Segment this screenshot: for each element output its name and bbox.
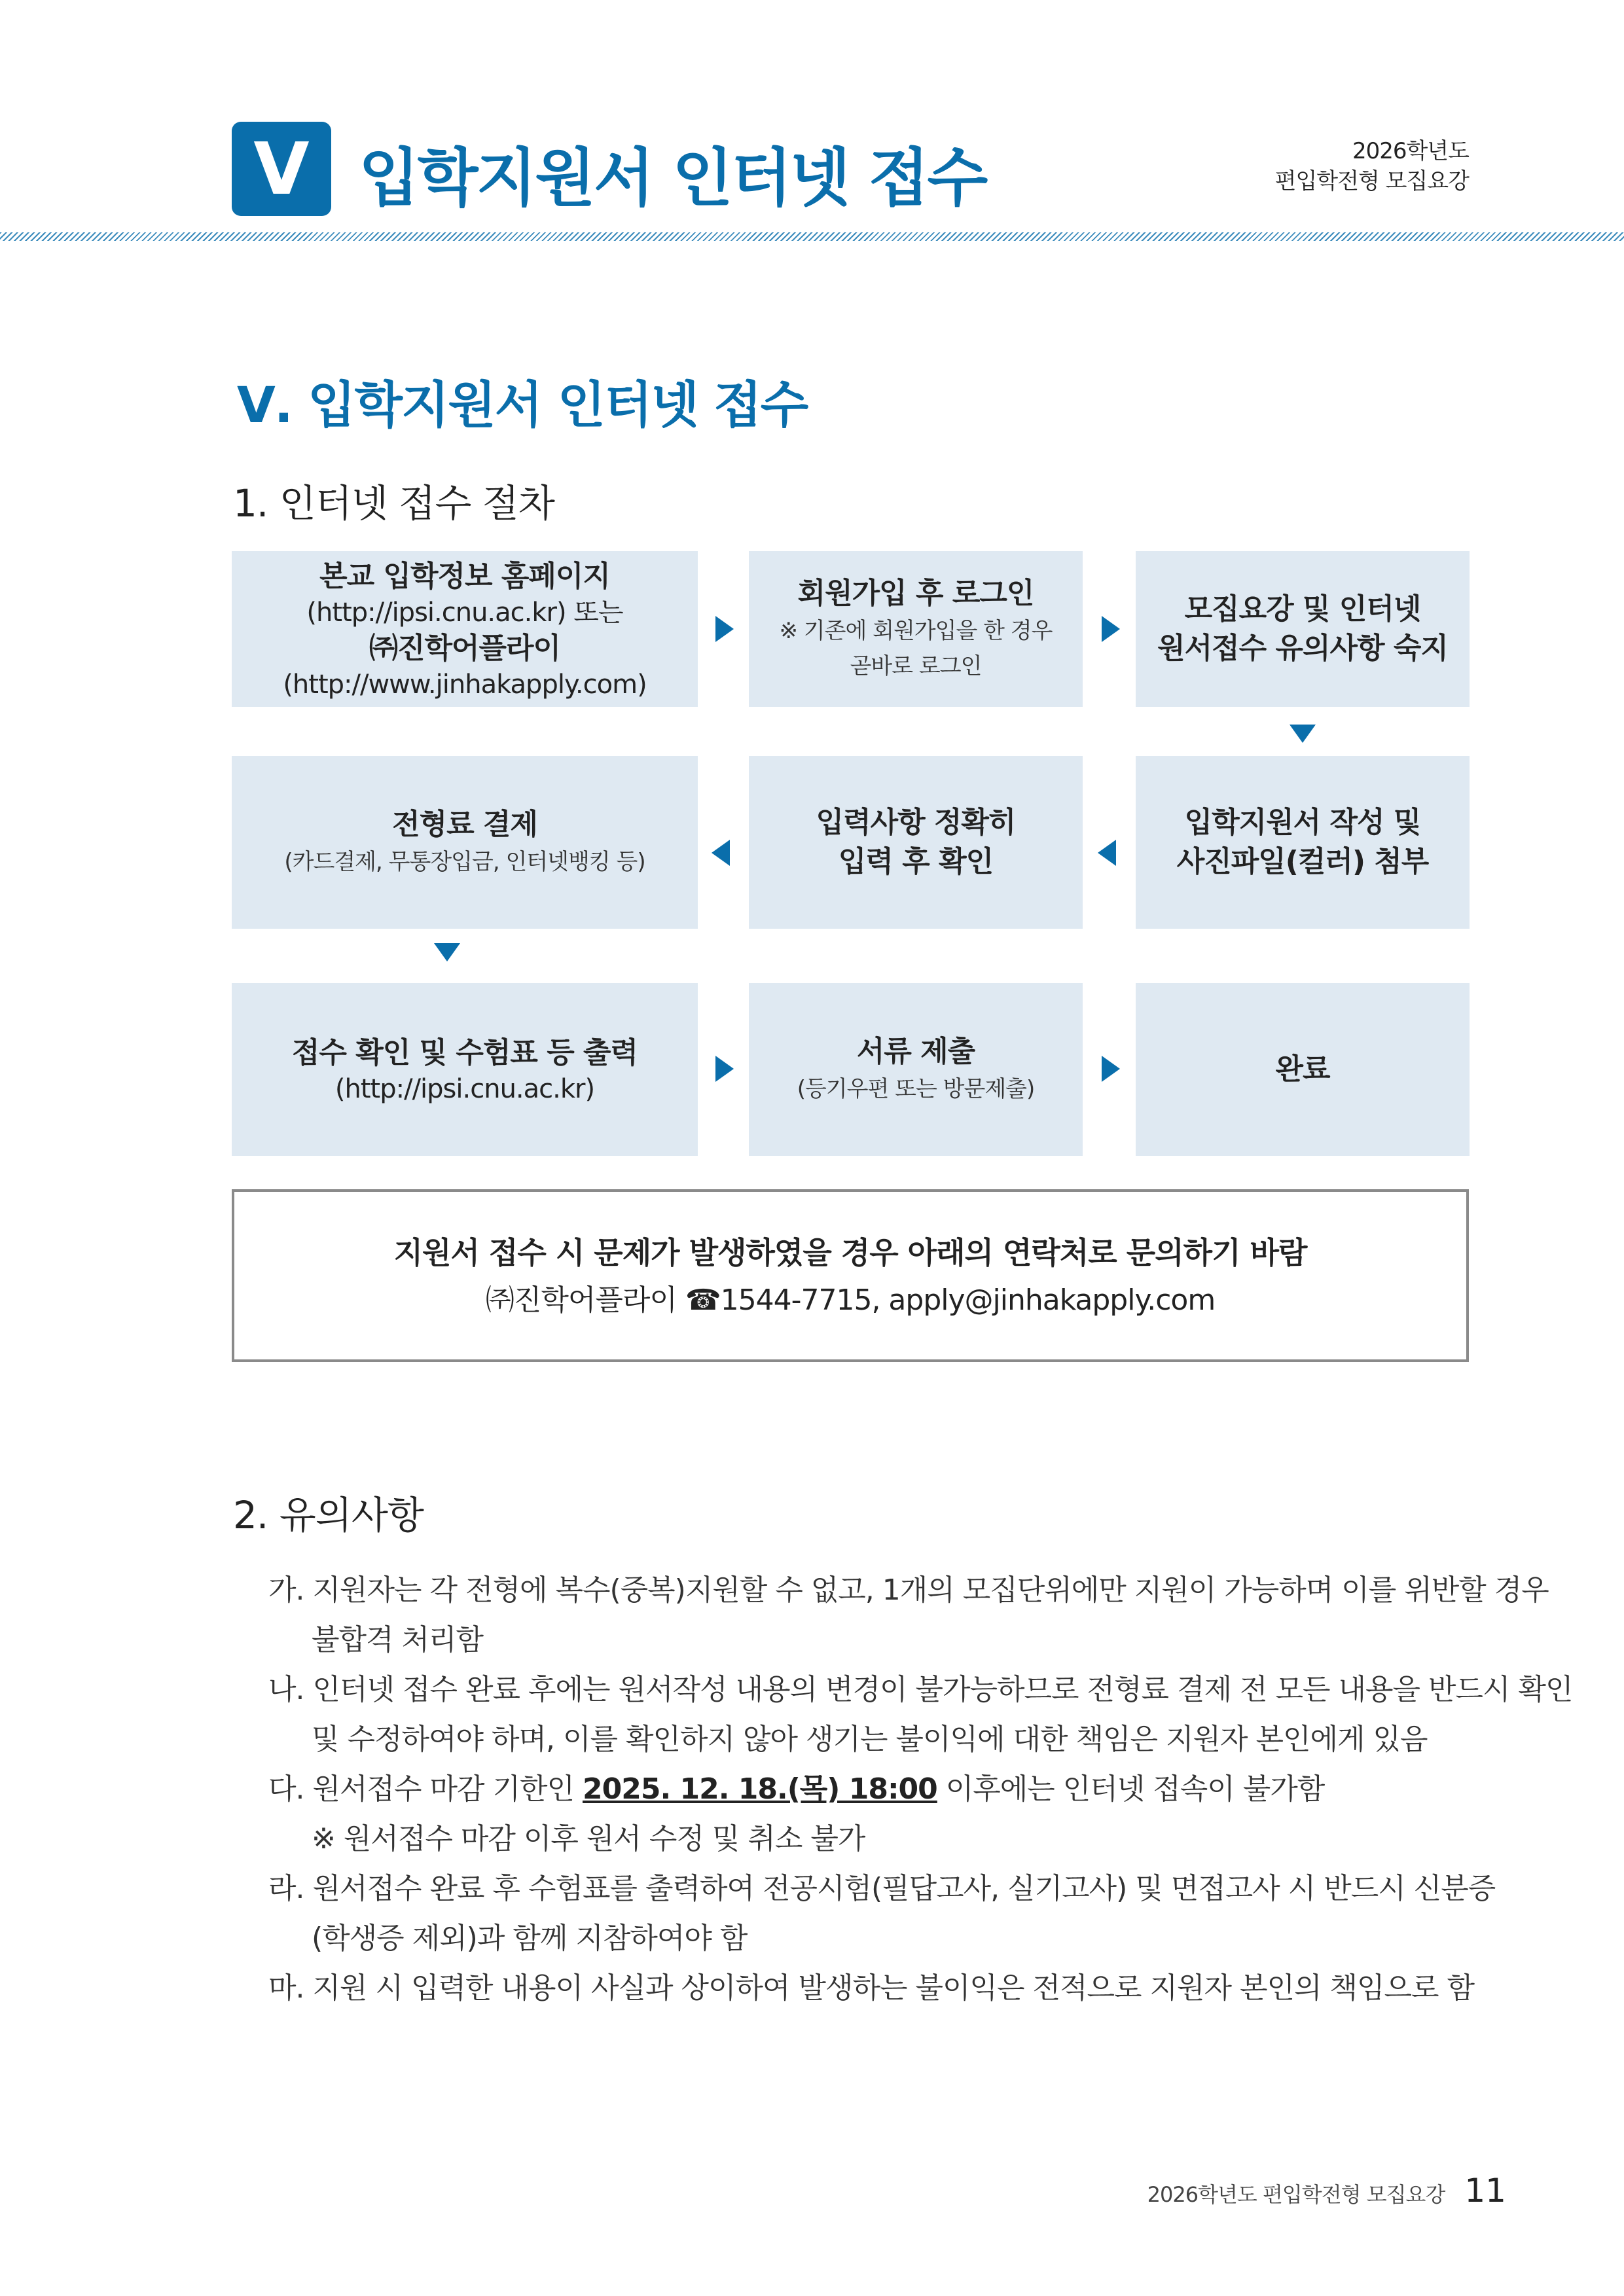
arrow-right-icon [1102,1056,1120,1082]
step-label: ㈜진학어플라이 [369,632,561,665]
contact-heading: 지원서 접수 시 문제가 발생하였을 경우 아래의 연락처로 문의하기 바람 [393,1235,1307,1270]
step-label: 본교 입학정보 홈페이지 [319,560,610,593]
header-divider [0,232,1624,241]
note-text: 불합격 처리함 [312,1623,484,1657]
note-text: 마. 지원 시 입력한 내용이 사실과 상이하여 발생하는 불이익은 전적으로 지원자 본인의 책임으로 함 [268,1971,1474,2005]
note-text: 가. 지원자는 각 전형에 복수(중복)지원할 수 없고, 1개의 모집단위에만 지원이 가능하며 이를 위반할 경우 [268,1573,1549,1607]
step-label: 입력사항 정확히 [816,806,1016,839]
step-label: 완료 [1275,1052,1330,1086]
note-item [268,1665,1573,1765]
step-note: 곧바로 로그인 [850,653,982,679]
arrow-down-icon [1290,725,1316,743]
flow-step-application-form [1136,756,1470,929]
note-text [268,1765,1470,1814]
chapter-badge: V [232,122,331,216]
flow-step-read-guide [1136,551,1470,707]
note-text: 및 수정하여야 하며, 이를 확인하지 않아 생기는 불이익에 대한 책임은 지원자 본인에게 있음 [312,1723,1428,1756]
notes-title: 2. 유의사항 [233,1493,424,1537]
note-text: 나. 인터넷 접수 완료 후에는 원서작성 내용의 변경이 불가능하므로 전형료 결제 전 모든 내용을 반드시 확인 [268,1673,1573,1706]
step-label: 서류 제출 [856,1035,975,1068]
contact-box [232,1189,1469,1362]
contact-details: ㈜진학어플라이 ☎1544-7715, apply@jinhakapply.com [485,1283,1216,1317]
page-number: 11 [1464,2172,1506,2210]
arrow-left-icon [1098,840,1116,866]
flow-step-login [749,551,1083,707]
header-meta [1275,136,1469,196]
flow-step-complete [1136,983,1470,1156]
step-label: 모집요강 및 인터넷 [1184,592,1421,626]
step-label: 전형료 결제 [392,808,537,841]
section-title: Ⅴ. 입학지원서 인터넷 접수 [237,376,808,434]
step-label: 접수 확인 및 수험표 등 출력 [291,1036,638,1069]
step-label: 회원가입 후 로그인 [797,577,1034,610]
note-item [268,1566,1549,1665]
step-label: 입력 후 확인 [838,845,994,878]
step-url: (http://ipsi.cnu.ac.kr) [334,1074,595,1104]
flow-step-payment [232,756,698,929]
flow-step-homepage [232,551,698,707]
note-item [268,1964,1474,2013]
step-url: (http://ipsi.cnu.ac.kr) 또는 [306,598,623,628]
note-text: 라. 원서접수 완료 후 수험표를 출력하여 전공시험(필답고사, 실기고사) 및 면접고사 시 반드시 신분증 [268,1872,1496,1905]
header-doc-name: 편입학전형 모집요강 [1274,168,1469,194]
arrow-down-icon [434,943,460,961]
flow-step-verify [749,756,1083,929]
step-label: 사진파일(컬러) 첨부 [1176,845,1429,878]
step-label: 입학지원서 작성 및 [1184,806,1421,839]
note-item [268,1864,1496,1964]
note-suffix: 이후에는 인터넷 접속이 불가함 [937,1772,1325,1806]
step-url: (http://www.jinhakapply.com) [283,670,647,700]
chapter-title: 입학지원서 인터넷 접수 [359,141,986,215]
deadline-date: 2025. 12. 18.(목) 18:00 [582,1772,937,1806]
flow-step-documents [749,983,1083,1156]
step-note: (등기우편 또는 방문제출) [797,1076,1035,1102]
arrow-right-icon [715,1056,734,1082]
page-footer [1147,2172,1506,2210]
note-prefix: 다. 원서접수 마감 기한인 [268,1772,583,1806]
step-note: (카드결제, 무통장입금, 인터넷뱅킹 등) [284,849,645,875]
note-text: ※ 원서접수 마감 이후 원서 수정 및 취소 불가 [312,1822,865,1856]
footer-text: 2026학년도 편입학전형 모집요강 [1147,2182,1445,2207]
note-text: (학생증 제외)과 함께 지참하여야 함 [312,1922,748,1955]
flow-step-print [232,983,698,1156]
procedure-title: 1. 인터넷 접수 절차 [233,481,554,526]
arrow-right-icon [1102,616,1120,642]
step-note: ※ 기존에 회원가입을 한 경우 [779,618,1053,644]
arrow-right-icon [715,616,734,642]
header-year: 2026학년도 [1352,138,1469,164]
step-label: 원서접수 유의사항 숙지 [1157,632,1448,665]
note-item [268,1765,1470,1864]
arrow-left-icon [712,840,730,866]
